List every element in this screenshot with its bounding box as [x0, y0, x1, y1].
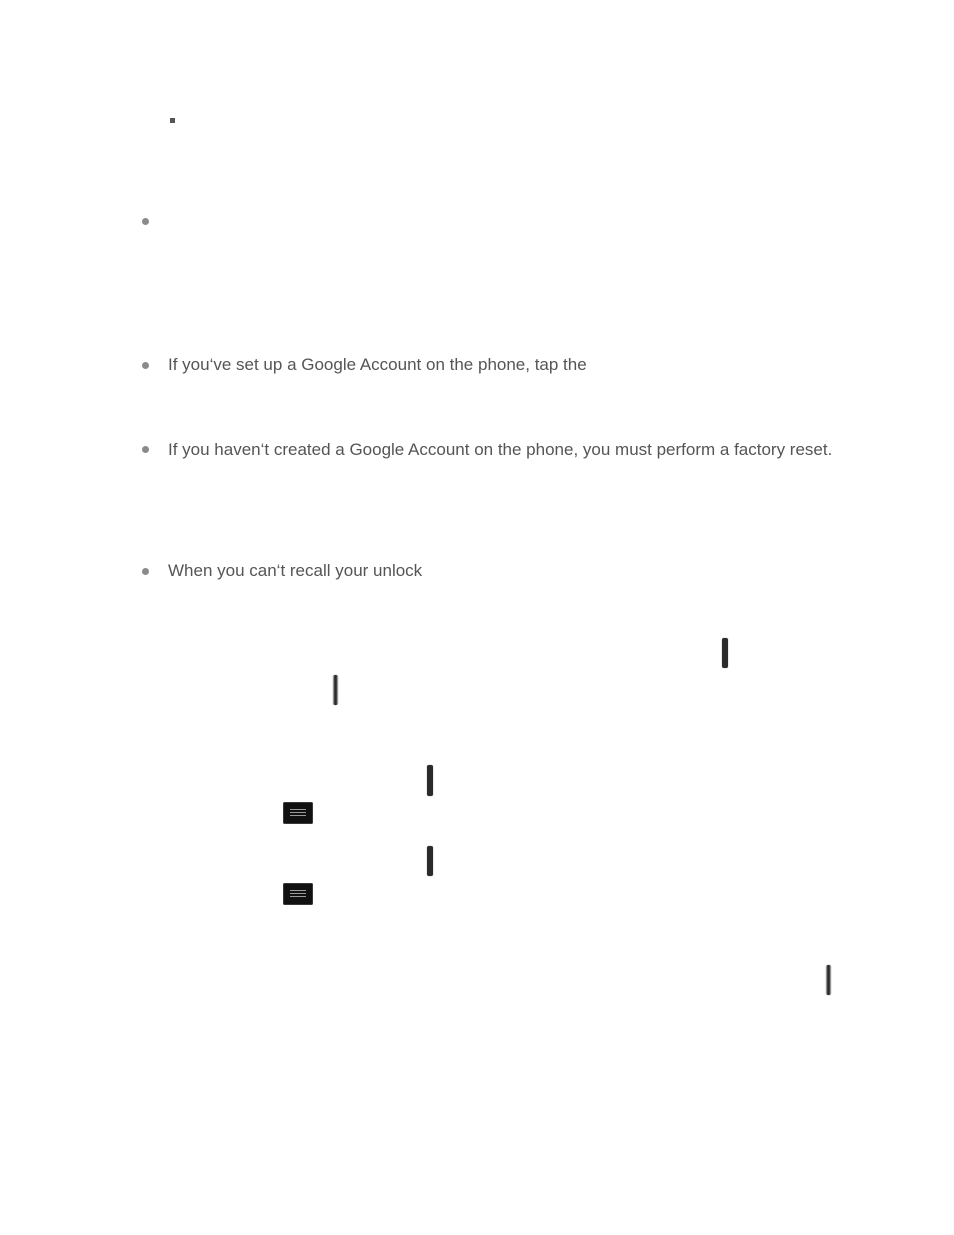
menu-key-icon	[283, 883, 313, 905]
bullet-dot-marker	[142, 362, 149, 369]
bullet-dot-marker	[142, 446, 149, 453]
bullet-dot-marker	[142, 568, 149, 575]
bullet-text-google-account: If you‘ve set up a Google Account on the phone, tap the	[168, 355, 587, 374]
phone-side-key-icon	[427, 846, 433, 876]
bullet-dot-marker	[142, 218, 149, 225]
phone-side-key-icon	[722, 638, 728, 668]
bullet-text-unlock: When you can‘t recall your unlock	[168, 561, 423, 580]
menu-key-icon	[283, 802, 313, 824]
phone-side-key-icon	[826, 965, 831, 995]
phone-side-key-icon	[333, 675, 338, 705]
bullet-square-marker	[170, 118, 175, 123]
bullet-text-factory-reset: If you haven‘t created a Google Account on the phone, you must perform a factory reset.	[168, 440, 833, 459]
phone-side-key-icon	[427, 765, 433, 796]
